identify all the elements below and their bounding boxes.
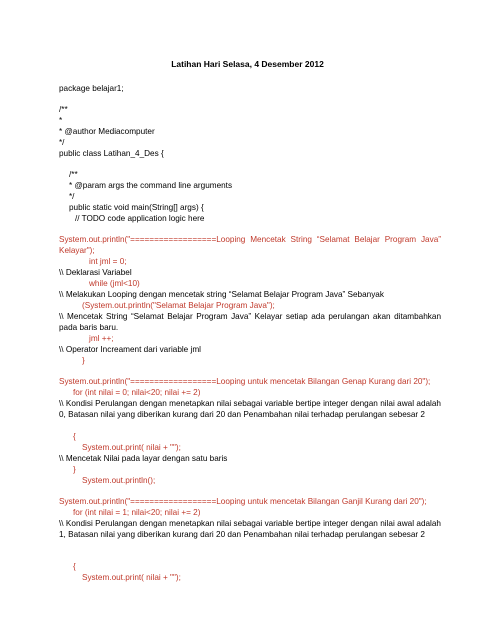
code-line: System.out.print( nilai + ""); [82, 573, 181, 582]
code-line: System.out.println(); [82, 476, 156, 485]
code-line: while (jml<10) [89, 279, 140, 288]
comment-line: \\ Operator Increament dari variable jml [59, 345, 201, 354]
comment-line: \\ Kondisi Perulangan dengan menetapkan nilai sebagai variable bertipe integer dengan nilai awal adalah 0, Batasan nilai yang diberikan kurang dari 20 dan Penambahan nilai terhadap perulangan sebesar 2 [59, 399, 441, 419]
page-title: Latihan Hari Selasa, 4 Desember 2012 [171, 59, 324, 69]
code-line: public static void main(String[] args) { [69, 203, 204, 212]
code-line: * @author Mediacomputer [59, 127, 155, 136]
code-line: /** [59, 105, 68, 114]
code-line: package belajar1; [59, 84, 124, 93]
code-line: /** [69, 170, 78, 179]
code-line: for (int nilai = 0; nilai<20; nilai += 2) [73, 388, 201, 397]
code-line: int jml = 0; [89, 257, 127, 266]
code-line: * @param args the command line arguments [69, 181, 233, 190]
comment-line: \\ Deklarasi Variabel [59, 268, 132, 277]
comment-line: \\ Mencetak String “Selamat Belajar Program Java” Kelayar setiap ada perulangan akan ditambahkan pada baris baru. [59, 312, 441, 332]
code-line: for (int nilai = 1; nilai<20; nilai += 2) [73, 508, 201, 517]
comment-line: \\ Kondisi Perulangan dengan menetapkan nilai sebagai variable bertipe integer dengan nilai awal adalah 1, Batasan nilai yang diberikan kurang dari 20 dan Penambahan nilai terhadap perulangan sebesar 2 [59, 519, 441, 539]
code-line: { [73, 432, 76, 441]
code-line: System.out.println("==================Looping untuk mencetak Bilangan Ganjil Kurang dari 20"); [59, 497, 427, 506]
code-line: System.out.println("==================Looping untuk mencetak Bilangan Genap Kurang dari 20"); [59, 377, 431, 386]
code-line: System.out.println("==================Looping Mencetak String “Selamat Belajar Program Java” Kelayar"); [59, 235, 441, 255]
code-line: */ [59, 138, 65, 147]
code-line: * [59, 116, 63, 125]
comment-line: \\ Melakukan Looping dengan mencetak string “Selamat Belajar Program Java” Sebanyak [59, 290, 384, 299]
code-line: { [73, 562, 76, 571]
comment-line: \\ Mencetak Nilai pada layar dengan satu baris [59, 454, 228, 463]
code-line: } [73, 465, 76, 474]
code-line: jml ++; [89, 334, 114, 343]
code-line: System.out.print( nilai + ""); [82, 443, 181, 452]
code-line: (System.out.println("Selamat Belajar Program Java"); [82, 301, 275, 310]
code-line: // TODO code application logic here [75, 214, 205, 223]
code-line: */ [69, 192, 75, 201]
code-line: } [82, 356, 85, 365]
code-line: public class Latihan_4_Des { [59, 149, 164, 158]
